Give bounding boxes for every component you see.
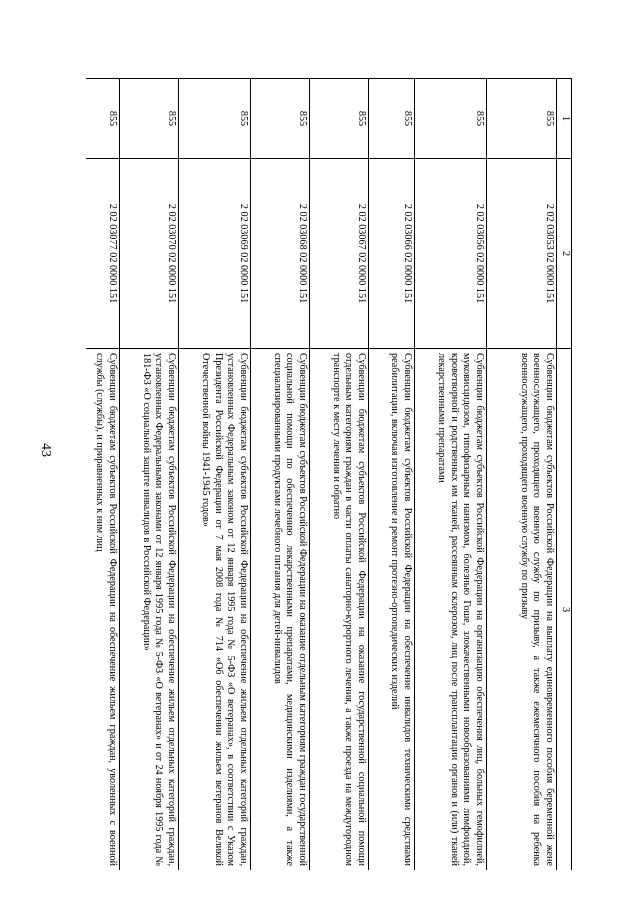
table-row [310, 79, 369, 871]
description-cell: Субвенции бюджетам субъектов Российской Федерации на выплату единовременного пособия беременной жене военнослужащего, проходящего военную службу по призыву, а также ежемесячного пособия на ребенка военнослужащего, проходящего военную службу по призыву [487, 349, 557, 871]
admin-code-cell: 855 [86, 79, 120, 159]
description-cell: Субвенции бюджетам субъектов Российской Федерации на оказание государственной социальной помощи отдельным категориям граждан в части оплаты санаторно-курортного лечения, а также проезда на междугородном транспорте к месту лечения и обратно [310, 349, 369, 871]
admin-code-cell: 855 [415, 79, 487, 159]
table-row [179, 79, 251, 871]
description-cell: Субвенции бюджетам субъектов Российской Федерации на обеспечение жильем отдельных категорий граждан, установленных Федеральными законами от 12 января 1995 года № 5-ФЗ «О ветеранах» и от 24 ноября 1995 года № 181-ФЗ «О социальной защите инвалидов в Российской Федерации» [120, 349, 179, 871]
budget-code-cell: 2 02 03077 02 0000 151 [86, 159, 120, 349]
header-col-2: 2 [557, 159, 572, 349]
budget-code-cell: 2 02 03066 02 0000 151 [369, 159, 415, 349]
table-row [415, 79, 487, 871]
table-header-row [557, 79, 572, 871]
budget-code-table [86, 78, 572, 870]
table-row [369, 79, 415, 871]
admin-code-cell: 855 [251, 79, 310, 159]
admin-code-cell: 855 [120, 79, 179, 159]
table-row [251, 79, 310, 871]
budget-code-cell: 2 02 03067 02 0000 151 [310, 159, 369, 349]
table-row [487, 79, 557, 871]
rotated-page-area [86, 78, 572, 870]
description-cell: Субвенции бюджетам субъектов Российской Федерации на обеспечение жильем граждан, уволенных с военной службы (службы), и приравненных к ним лиц [86, 349, 120, 871]
description-cell: Субвенции бюджетам субъектов Российской Федерации на обеспечение жильем отдельных категорий граждан, установленных Федеральным законом от 12 января 1995 года № 5-ФЗ «О ветеранах», в соответствии с Указом Президента Российской Федерации от 7 мая 2008 года № 714 «Об обеспечении жильем ветеранов Великой Отечественной войны 1941-1945 годов» [179, 349, 251, 871]
admin-code-cell: 855 [487, 79, 557, 159]
description-cell: Субвенции бюджетам субъектов Российской Федерации на оказание отдельным категориям граждан государственной социальной помощи по обеспечению лекарственными препаратами, медицинскими изделиями, а также специализированными продуктами лечебного питания для детей-инвалидов [251, 349, 310, 871]
admin-code-cell: 855 [369, 79, 415, 159]
budget-code-cell: 2 02 03068 02 0000 151 [251, 159, 310, 349]
table-row [86, 79, 120, 871]
header-col-3: 3 [557, 349, 572, 871]
budget-code-cell: 2 02 03056 02 0000 151 [415, 159, 487, 349]
description-cell: Субвенции бюджетам субъектов Российской Федерации на обеспечение инвалидов техническими средствами реабилитации, включая изготовление и ремонт протезно-ортопедических изделий [369, 349, 415, 871]
table-row [120, 79, 179, 871]
description-cell: Субвенции бюджетам субъектов Российской Федерации на организацию обеспечения лиц, больных гемофилией, муковисцидозом, гипофизарным нанизмом, болезнью Гоше, злокачественными новообразованиями лимфоидной, кроветворной и родственных им тканей, рассеянным склерозом, лиц после трансплантации органов и (или) тканей лекарственными препаратами [415, 349, 487, 871]
header-col-1: 1 [557, 79, 572, 159]
budget-code-cell: 2 02 03069 02 0000 151 [179, 159, 251, 349]
budget-code-cell: 2 02 03053 02 0000 151 [487, 159, 557, 349]
budget-code-table-container [86, 78, 572, 870]
budget-code-cell: 2 02 03070 02 0000 151 [120, 159, 179, 349]
page-number: 43 [38, 443, 53, 457]
admin-code-cell: 855 [310, 79, 369, 159]
admin-code-cell: 855 [179, 79, 251, 159]
